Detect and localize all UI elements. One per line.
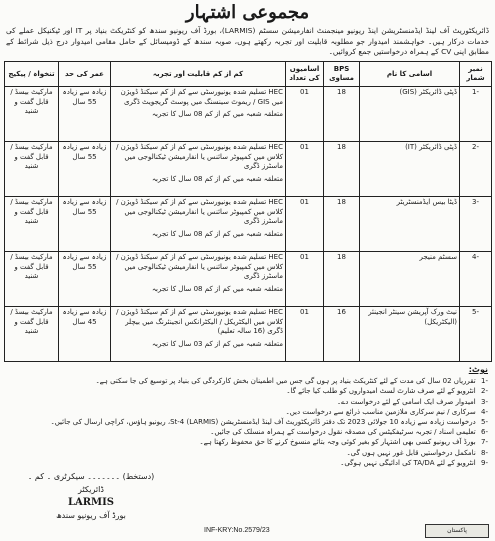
row-post-name: ڈپٹی ڈائریکٹر (IT)	[360, 142, 460, 197]
row-qualification	[111, 87, 286, 142]
note-text: سرکاری / نیم سرکاری ملازمین مناسب ذرائع سے درخواست دیں۔	[285, 407, 476, 416]
header-num: نمبر شمار	[460, 62, 492, 87]
row-num: -5	[460, 307, 492, 362]
note-item: -6 تعلیمی اسناد / تجربہ سرٹیفکیٹس کی مصدقہ نقول درخواست کے ہمراہ منسلک کی جائیں۔	[210, 428, 488, 437]
table-header-row	[5, 62, 492, 87]
experience-text: متعلقہ شعبہ میں کم از کم 08 سال کا تجربہ	[151, 229, 283, 238]
row-salary: مارکیٹ بیسڈ / قابل گفت و شنید	[5, 307, 59, 362]
header-salary: تنخواہ / پیکیج	[5, 62, 59, 87]
row-post-name: نیٹ ورک آپریشن سینٹر انجینئر (الیکٹریکل)	[360, 307, 460, 362]
note-item: -8 نامکمل درخواستیں قابل غور نہیں ہوں گی۔	[346, 448, 488, 457]
note-item: -1 تقرریاں 02 سال کی مدت کے لئے کنٹریکٹ بنیاد پر ہوں گی جس میں اطمینان بخش کارکردگی کی بنیاد پر توسیع کی جا سکتی ہے۔	[95, 377, 488, 386]
experience-text: متعلقہ شعبہ میں کم از کم 08 سال کا تجربہ	[151, 174, 283, 183]
table-row	[5, 87, 492, 142]
note-item: -3 امیدوار صرف ایک اسامی کے لئے درخواست دے۔	[337, 397, 488, 406]
qualification-text: HEC تسلیم شدہ یونیورسٹی سے کم از کم سیکنڈ ڈویژن میں GIS / ریموٹ سینسنگ میں پوسٹ گریجویٹ ڈگری	[120, 88, 283, 106]
row-posts: 01	[286, 197, 324, 252]
row-qualification	[111, 307, 286, 362]
row-posts: 01	[286, 142, 324, 197]
note-text: تقرریاں 02 سال کی مدت کے لئے کنٹریکٹ بنیاد پر ہوں گی جس میں اطمینان بخش کارکردگی کی بنیاد پر توسیع کی جا سکتی ہے۔	[95, 377, 476, 386]
note-text: درخواست زیادہ سے زیادہ 10 جولائی 2023 تک دفتر ڈائریکٹوریٹ آف لینڈ ایڈمنسٹریشن (LARMIS) St-4، ریونیو ہاؤس، کراچی ارسال کی جائیں۔	[50, 418, 476, 427]
row-post-name: ڈیٹا بیس ایڈمنسٹریٹر	[360, 197, 460, 252]
qualification-text: HEC تسلیم شدہ یونیورسٹی سے کم از کم سیکنڈ ڈویژن / کلاس میں الیکٹریکل / الیکٹرانکس انجینئرنگ میں بیچلر ڈگری (16 سالہ تعلیم)	[116, 308, 283, 335]
advertisement-page	[4, 2, 491, 539]
row-age: زیادہ سے زیادہ 45 سال	[59, 307, 111, 362]
experience-text: متعلقہ شعبہ میں کم از کم 08 سال کا تجربہ	[151, 284, 283, 293]
row-salary: مارکیٹ بیسڈ / قابل گفت و شنید	[5, 142, 59, 197]
notes-title: نوٹ:	[468, 365, 488, 374]
row-age: زیادہ سے زیادہ 55 سال	[59, 252, 111, 307]
row-bps: 16	[324, 307, 360, 362]
row-qualification	[111, 252, 286, 307]
row-num: -1	[460, 87, 492, 142]
qualification-text: HEC تسلیم شدہ یونیورسٹی سے کم از کم سیکنڈ ڈویژن / کلاس میں کمپیوٹر سائنس یا انفارمیشن ٹیکنالوجی میں ماسٹرز ڈگری	[116, 253, 283, 280]
footer	[4, 470, 491, 538]
row-salary: مارکیٹ بیسڈ / قابل گفت و شنید	[5, 87, 59, 142]
row-post-name: ڈپٹی ڈائریکٹر (GIS)	[360, 87, 460, 142]
row-num: -4	[460, 252, 492, 307]
header-name: اسامی کا نام	[360, 62, 460, 87]
header-age: عمر کی حد	[59, 62, 111, 87]
row-bps: 18	[324, 142, 360, 197]
board-label: بورڈ آف ریونیو سندھ	[56, 511, 126, 520]
note-item: -2 انٹرویو کے لئے صرف شارٹ لسٹ امیدواروں کو طلب کیا جائے گا۔	[286, 387, 488, 396]
note-text: انٹرویو کے لئے صرف شارٹ لسٹ امیدواروں کو طلب کیا جائے گا۔	[286, 387, 476, 396]
brand-stamp: پاکستان	[425, 524, 489, 538]
row-posts: 01	[286, 252, 324, 307]
page-title: مجموعی اشتہار	[185, 2, 310, 23]
row-salary: مارکیٹ بیسڈ / قابل گفت و شنید	[5, 252, 59, 307]
note-text: انٹرویو کے لئے TA/DA کی ادائیگی نہیں ہوگی۔	[340, 458, 476, 467]
row-salary: مارکیٹ بیسڈ / قابل گفت و شنید	[5, 197, 59, 252]
table-row	[5, 142, 492, 197]
experience-text: متعلقہ شعبہ میں کم از کم 08 سال کا تجربہ	[151, 110, 283, 118]
qualification-text: HEC تسلیم شدہ یونیورسٹی سے کم از کم سیکنڈ ڈویژن / کلاس میں کمپیوٹر سائنس یا انفارمیشن ٹیکنالوجی میں ماسٹرز ڈگری	[116, 198, 283, 225]
reference-number: INF-KRY:No.2579/23	[204, 527, 270, 534]
note-text: تعلیمی اسناد / تجربہ سرٹیفکیٹس کی مصدقہ نقول درخواست کے ہمراہ منسلک کی جائیں۔	[210, 428, 476, 437]
note-item: -4 سرکاری / نیم سرکاری ملازمین مناسب ذرائع سے درخواست دیں۔	[285, 407, 488, 416]
row-age: زیادہ سے زیادہ 55 سال	[59, 142, 111, 197]
note-item: -9 انٹرویو کے لئے TA/DA کی ادائیگی نہیں ہوگی۔	[340, 458, 488, 467]
row-posts: 01	[286, 307, 324, 362]
row-posts: 01	[286, 87, 324, 142]
qualification-text: HEC تسلیم شدہ یونیورسٹی سے کم از کم سیکنڈ ڈویژن / کلاس میں کمپیوٹر سائنس یا انفارمیشن ٹیکنالوجی میں ماسٹرز ڈگری	[116, 143, 283, 170]
row-qualification	[111, 142, 286, 197]
experience-text: متعلقہ شعبہ میں کم از کم 03 سال کا تجربہ	[151, 339, 283, 348]
jobs-table	[4, 61, 492, 362]
row-bps: 18	[324, 197, 360, 252]
row-num: -2	[460, 142, 492, 197]
table-row	[5, 252, 492, 307]
row-num: -3	[460, 197, 492, 252]
table-row	[5, 307, 492, 362]
row-post-name: سسٹم منیجر	[360, 252, 460, 307]
signature-block	[16, 470, 166, 522]
intro-paragraph: ڈائریکٹوریٹ آف لینڈ ایڈمنسٹریشن اینڈ ریونیو مینجمنٹ انفارمیشن سسٹم (LARMIS)، بورڈ آف ریونیو سندھ کو کنٹریکٹ بنیاد پر IT اور ٹیکنیکل عملے کی خدمات درکار ہیں۔ خواہشمند امیدوار جو مطلوبہ قابلیت اور تجربہ رکھتے ہوں، صوبہ سندھ کے ڈومیسائل کے حامل مقامی امیدوار درج ذیل شرائط کے مطابق اپنی CV کے ہمراہ درخواستیں جمع کروائیں۔	[6, 26, 489, 56]
row-bps: 18	[324, 252, 360, 307]
note-text: نامکمل درخواستیں قابل غور نہیں ہوں گی۔	[346, 448, 476, 457]
note-text: بورڈ آف ریونیو کسی بھی اشتہار کو بغیر کوئی وجہ بتائے منسوخ کرنے کا حق محفوظ رکھتا ہے۔	[199, 438, 476, 447]
note-text: امیدوار صرف ایک اسامی کے لئے درخواست دے۔	[337, 397, 476, 406]
signature-line: (دستخط) ۔۔۔۔۔۔۔ سیکرٹری ۔ کم ۔ ڈائریکٹر	[27, 472, 155, 494]
header-posts: اسامیوں کی تعداد	[286, 62, 324, 87]
row-age: زیادہ سے زیادہ 55 سال	[59, 197, 111, 252]
header-bps: BPS مساوی	[324, 62, 360, 87]
table-row	[5, 197, 492, 252]
note-item: -5 درخواست زیادہ سے زیادہ 10 جولائی 2023 تک دفتر ڈائریکٹوریٹ آف لینڈ ایڈمنسٹریشن (LARMIS) St-4، ریونیو ہاؤس، کراچی ارسال کی جائیں۔	[50, 418, 488, 427]
header-qualification: کم از کم قابلیت اور تجربہ	[111, 62, 286, 87]
larmis-label: LARMIS	[67, 497, 115, 508]
note-item: -7 بورڈ آف ریونیو کسی بھی اشتہار کو بغیر کوئی وجہ بتائے منسوخ کرنے کا حق محفوظ رکھتا ہے۔	[199, 438, 488, 447]
notes-section	[7, 365, 488, 468]
row-age: زیادہ سے زیادہ 55 سال	[59, 87, 111, 142]
row-bps: 18	[324, 87, 360, 142]
row-qualification	[111, 197, 286, 252]
